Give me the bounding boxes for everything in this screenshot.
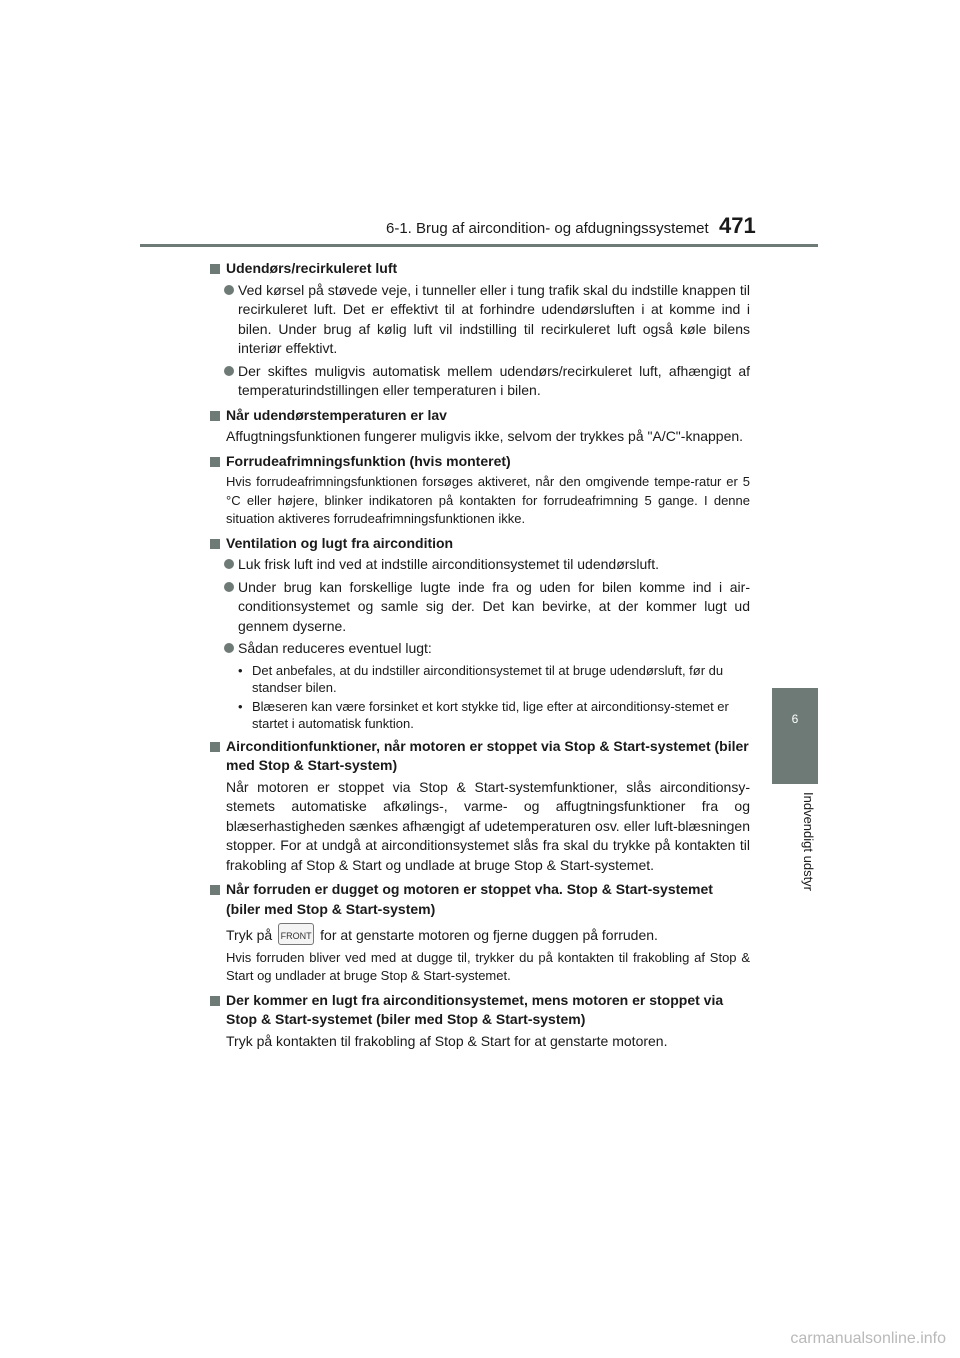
chapter-tab bbox=[772, 688, 818, 784]
circle-bullet-icon bbox=[224, 582, 234, 592]
press-text-before: Tryk på bbox=[226, 927, 273, 943]
section-heading bbox=[210, 452, 750, 472]
bullet-item bbox=[210, 362, 750, 401]
square-bullet-icon bbox=[210, 996, 220, 1006]
bullet-text: Luk frisk luft ind ved at indstille airconditionsystemet til udendørsluft. bbox=[238, 556, 659, 572]
section-heading-text: Forrudeafrimningsfunktion (hvis monteret) bbox=[226, 452, 511, 469]
section-heading bbox=[210, 737, 750, 776]
front-defroster-button-label: FRONT bbox=[280, 931, 312, 941]
small-dot-icon: • bbox=[238, 662, 243, 678]
sub-bullet-text: Blæseren kan være forsinket et kort stykke tid, lige efter at airconditionsy-stemet er startet i automatisk funktion. bbox=[252, 698, 729, 731]
bullet-text: Ved kørsel på støvede veje, i tunneller eller i tung trafik skal du indstille knappen til recirkuleret luft. Det er effektivt til at forhindre udendørsluften i at komme ind i bilen. Under brug af kølig luft vil indstilling til recirkuleret luft også køle bilens interiør effektivt. bbox=[238, 281, 750, 356]
section-heading-text: Der kommer en lugt fra airconditionsystemet, mens motoren er stoppet via Stop & Start-systemet (biler med Stop & Start-system) bbox=[226, 991, 724, 1027]
paragraph: Affugtningsfunktionen fungerer muligvis ikke, selvom der trykkes på "A/C"-knappen. bbox=[226, 428, 744, 444]
bullet-item bbox=[210, 281, 750, 359]
header-rule bbox=[140, 244, 818, 247]
chapter-label: Indvendigt udstyr bbox=[801, 792, 816, 892]
square-bullet-icon bbox=[210, 742, 220, 752]
bullet-text: Under brug kan forskellige lugte inde fra og uden for bilen komme ind i air-conditionsystemet og samle sig der. Det kan bevirke, at der kommer lugt ud gennem dyserne. bbox=[238, 578, 750, 634]
page-content bbox=[210, 254, 750, 1054]
bullet-text: Der skiftes muligvis automatisk mellem udendørs/recirkuleret luft, afhængigt af temperaturindstillingen eller temperaturen i bilen. bbox=[238, 362, 750, 398]
small-dot-icon: • bbox=[238, 698, 243, 714]
section-heading bbox=[210, 991, 750, 1030]
page-number: 471 bbox=[719, 213, 756, 238]
section-heading bbox=[210, 406, 750, 426]
circle-bullet-icon bbox=[224, 366, 234, 376]
bullet-item bbox=[210, 555, 750, 575]
paragraph: Hvis forruden bliver ved med at dugge til, trykker du på kontakten til frakobling af Stop & Start og undlader at bruge Stop & Start-systemet. bbox=[226, 949, 750, 983]
section-heading bbox=[210, 259, 750, 279]
circle-bullet-icon bbox=[224, 559, 234, 569]
section-heading-text: Airconditionfunktioner, når motoren er stoppet via Stop & Start-systemet (biler med Stop & Start-system) bbox=[226, 737, 749, 773]
front-defroster-button-icon bbox=[278, 923, 314, 945]
section-heading-text: Når forruden er dugget og motoren er stoppet vha. Stop & Start-systemet (biler med Stop & Start-system) bbox=[226, 881, 713, 917]
watermark: carmanualsonline.info bbox=[790, 1330, 946, 1347]
circle-bullet-icon bbox=[224, 643, 234, 653]
square-bullet-icon bbox=[210, 411, 220, 421]
section-heading-text: Når udendørstemperaturen er lav bbox=[226, 406, 447, 423]
press-text-after: for at genstarte motoren og fjerne duggen på forruden. bbox=[320, 927, 658, 943]
bullet-item bbox=[210, 639, 750, 659]
section-heading-text: Udendørs/recirkuleret luft bbox=[226, 260, 398, 276]
section-heading bbox=[210, 534, 750, 554]
circle-bullet-icon bbox=[224, 285, 234, 295]
bullet-item bbox=[210, 578, 750, 637]
paragraph-with-button bbox=[210, 923, 750, 946]
paragraph: Tryk på kontakten til frakobling af Stop & Start for at genstarte motoren. bbox=[226, 1032, 668, 1049]
header-title: 6-1. Brug af aircondition- og afdugningssystemet bbox=[386, 220, 709, 237]
sub-bullet-item bbox=[210, 662, 750, 696]
sub-bullet-text: Det anbefales, at du indstiller airconditionsystemet til at bruge udendørsluft, før du standser bilen. bbox=[252, 662, 724, 695]
bullet-text: Sådan reduceres eventuel lugt: bbox=[238, 640, 432, 656]
section-heading-text: Ventilation og lugt fra aircondition bbox=[226, 534, 454, 551]
square-bullet-icon bbox=[210, 885, 220, 895]
chapter-number: 6 bbox=[791, 712, 799, 726]
section-heading bbox=[210, 880, 750, 919]
sub-bullet-item bbox=[210, 698, 750, 732]
paragraph: Når motoren er stoppet via Stop & Start-systemfunktioner, slås airconditionsy-stemets automatiske afkølings-, varme- og affugtningsfunktioner fra og blæserhastigheden sænkes afhængigt af udetemperaturen osv. eller luft-blæsningen stopper. For at undgå at airconditionsystemet slås fra skal du trykke på kontakten til frakobling af Stop & Start og undlade at bruge Stop & Start-systemet. bbox=[226, 778, 750, 873]
paragraph: Hvis forrudeafrimningsfunktionen forsøges aktiveret, når den omgivende tempe-ratur er 5 °C eller højere, blinker indikatoren på kontakten for forrudeafrimning 5 gange. I denne situation aktiveres forrudeafrimningsfunktionen ikke. bbox=[226, 474, 750, 526]
square-bullet-icon bbox=[210, 539, 220, 549]
square-bullet-icon bbox=[210, 264, 220, 274]
square-bullet-icon bbox=[210, 457, 220, 467]
